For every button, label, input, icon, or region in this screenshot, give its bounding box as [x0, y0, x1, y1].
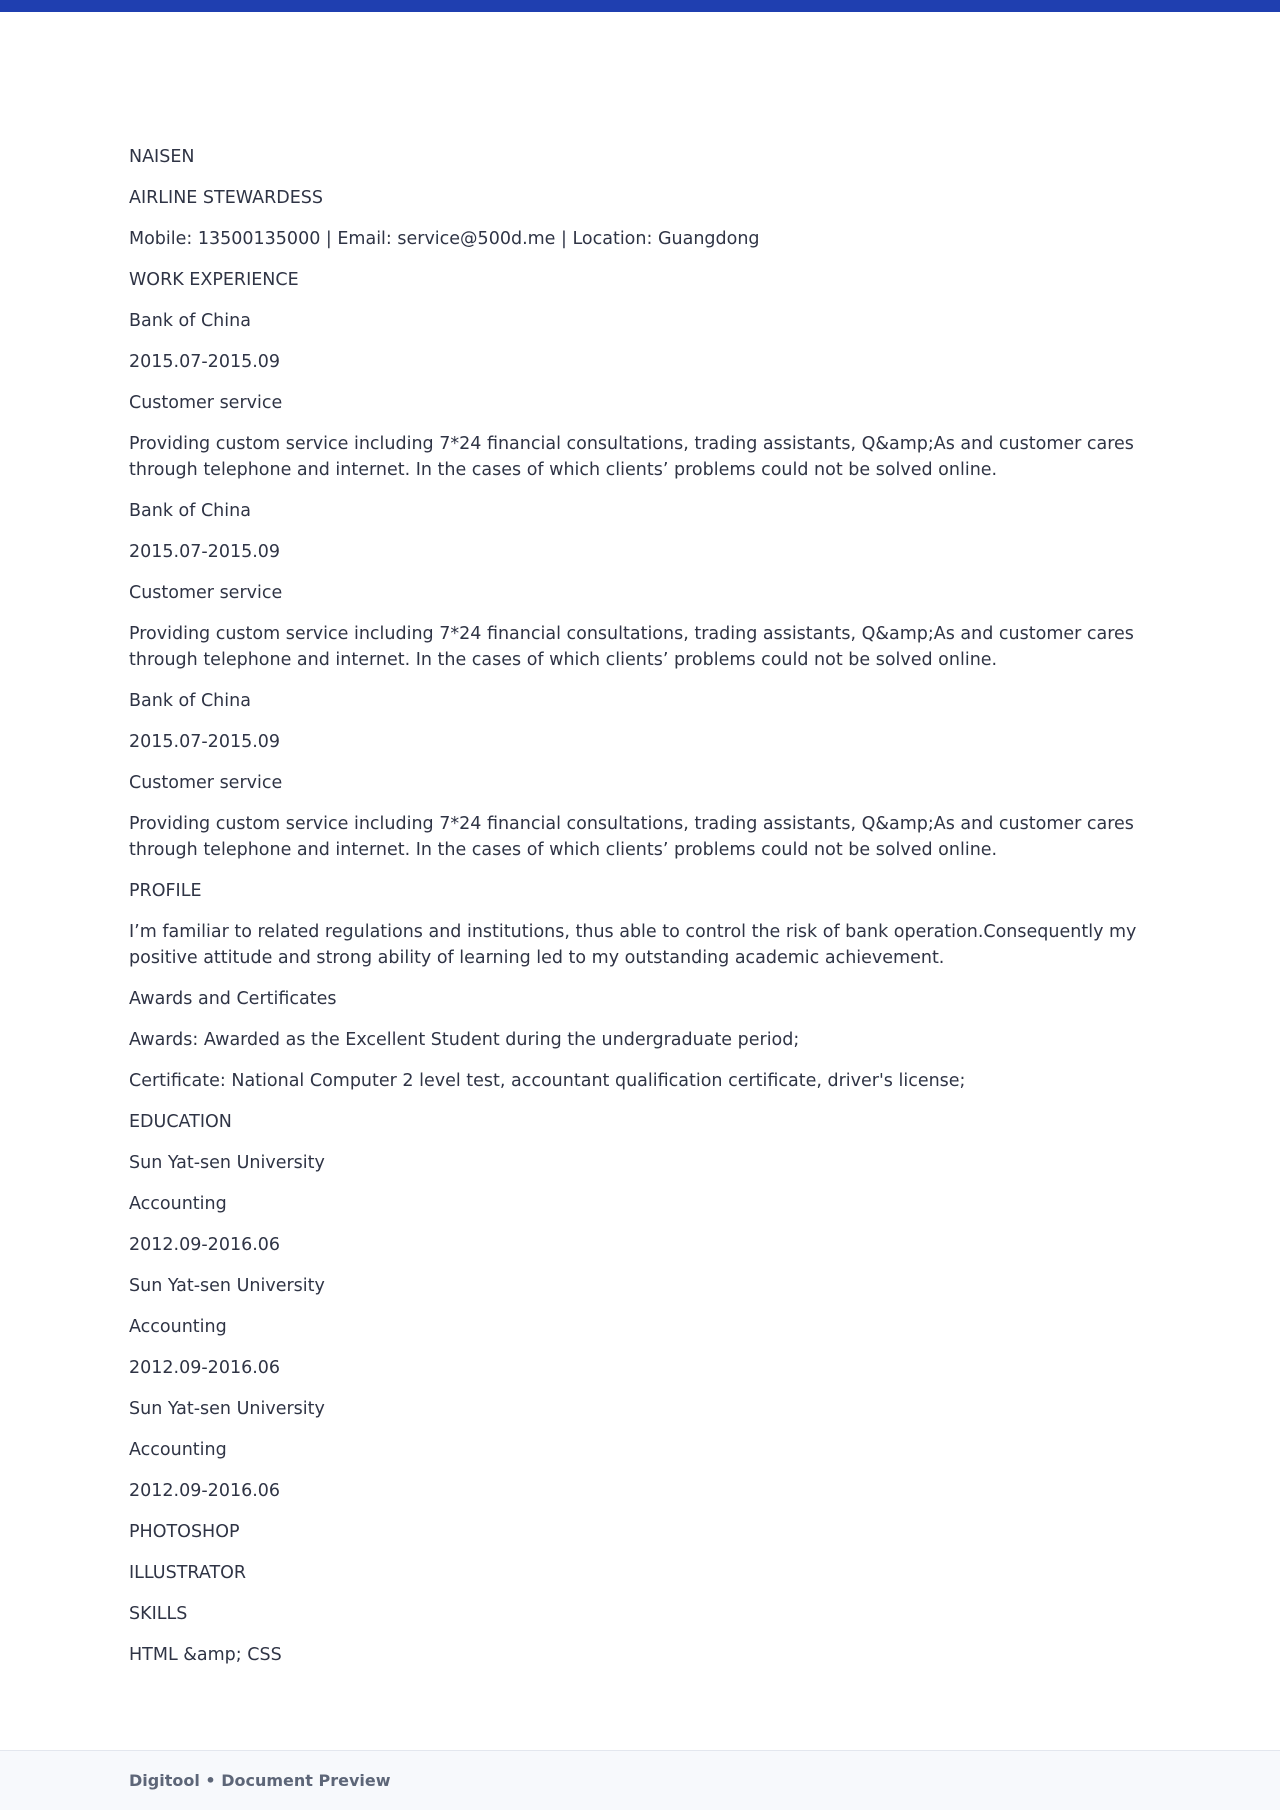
education-dates: 2012.09-2016.06: [129, 1481, 281, 1501]
profile-heading: PROFILE: [129, 881, 202, 901]
education-major: Accounting: [129, 1440, 227, 1460]
education-school: Sun Yat-sen University: [129, 1399, 325, 1419]
resume-title: AIRLINE STEWARDESS: [129, 188, 323, 208]
footer-label: Digitool • Document Preview: [129, 1771, 391, 1790]
awards-text: Awards: Awarded as the Excellent Student during the undergraduate period;: [129, 1030, 800, 1050]
resume-name: NAISEN: [129, 147, 195, 167]
work-company: Bank of China: [129, 501, 251, 521]
work-dates: 2015.07-2015.09: [129, 352, 281, 372]
education-school: Sun Yat-sen University: [129, 1276, 325, 1296]
preview-footer: [0, 1750, 1280, 1810]
profile-text: I’m familiar to related regulations and institutions, thus able to control the risk of bank operation.Consequently my positive attitude and strong ability of learning led to my outstanding academic achievement.: [129, 922, 1137, 968]
tool-illustrator: ILLUSTRATOR: [129, 1563, 247, 1583]
work-company: Bank of China: [129, 311, 251, 331]
work-description: Providing custom service including 7*24 financial consultations, trading assistants, Q&amp;As and customer cares through telephone and internet. In the cases of which clients’ problems could not be solved online.: [129, 814, 1134, 860]
education-major: Accounting: [129, 1317, 227, 1337]
skill-html-css: HTML &amp; CSS: [129, 1645, 282, 1665]
document-body: [129, 144, 1159, 1683]
education-dates: 2012.09-2016.06: [129, 1358, 281, 1378]
education-heading: EDUCATION: [129, 1112, 232, 1132]
work-description: Providing custom service including 7*24 financial consultations, trading assistants, Q&amp;As and customer cares through telephone and internet. In the cases of which clients’ problems could not be solved online.: [129, 624, 1134, 670]
awards-heading: Awards and Certificates: [129, 989, 337, 1009]
certificate-text: Certificate: National Computer 2 level test, accountant qualification certificate, driver's license;: [129, 1071, 966, 1091]
work-role: Customer service: [129, 583, 283, 603]
work-company: Bank of China: [129, 691, 251, 711]
work-experience-heading: WORK EXPERIENCE: [129, 270, 299, 290]
education-dates: 2012.09-2016.06: [129, 1235, 281, 1255]
work-role: Customer service: [129, 773, 283, 793]
work-dates: 2015.07-2015.09: [129, 732, 281, 752]
tool-photoshop: PHOTOSHOP: [129, 1522, 240, 1542]
education-school: Sun Yat-sen University: [129, 1153, 325, 1173]
work-role: Customer service: [129, 393, 283, 413]
skills-heading: SKILLS: [129, 1604, 188, 1624]
work-dates: 2015.07-2015.09: [129, 542, 281, 562]
education-major: Accounting: [129, 1194, 227, 1214]
top-accent-bar: [0, 0, 1280, 12]
work-description: Providing custom service including 7*24 financial consultations, trading assistants, Q&amp;As and customer cares through telephone and internet. In the cases of which clients’ problems could not be solved online.: [129, 434, 1134, 480]
contact-line: Mobile: 13500135000 | Email: service@500d.me | Location: Guangdong: [129, 229, 760, 249]
